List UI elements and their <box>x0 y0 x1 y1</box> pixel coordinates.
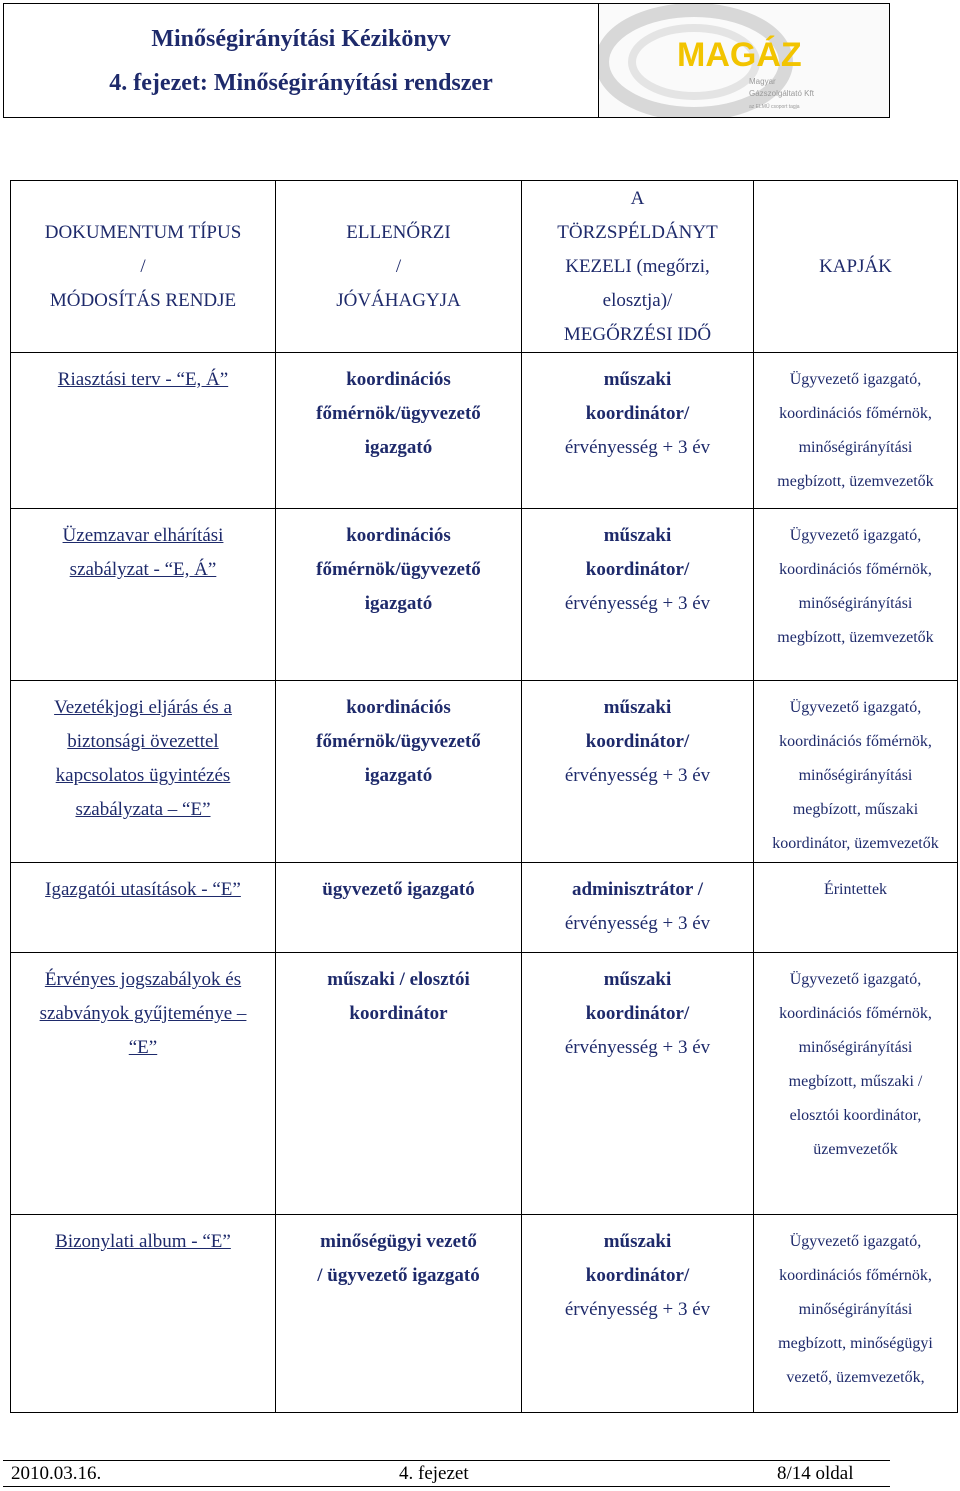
table-row <box>11 863 958 953</box>
receivers-cell: Ügyvezető igazgató, koordinációs főmérnök, minőségirányítási megbízott, műszaki / elosztói koordinátor, üzemvezetők <box>754 953 958 1215</box>
page-footer <box>3 1460 890 1487</box>
doc-type-cell: Üzemzavar elhárítási szabályzat - “E, Á” <box>11 509 276 681</box>
receivers-cell: Ügyvezető igazgató, koordinációs főmérnök, minőségirányítási megbízott, műszaki koordinátor, üzemvezetők <box>754 681 958 863</box>
logo-brand: MAGÁZ <box>677 36 802 74</box>
logo-line2: Gázszolgáltató Kft <box>749 89 814 98</box>
doc-type-cell: Bizonylati album - “E” <box>11 1215 276 1413</box>
doc-type-cell: Vezetékjogi eljárás és a biztonsági övezettel kapcsolatos ügyintézés szabályzata – “E” <box>11 681 276 863</box>
footer-chapter: 4. fejezet <box>399 1463 469 1484</box>
table-row <box>11 353 958 509</box>
receivers-cell: Ügyvezető igazgató, koordinációs főmérnök, minőségirányítási megbízott, minőségügyi vezető, üzemvezetők, <box>754 1215 958 1413</box>
keeper-cell: műszaki koordinátor/ érvényesség + 3 év <box>522 953 754 1215</box>
header-doc-type: DOKUMENTUM TÍPUS / MÓDOSÍTÁS RENDJE <box>11 181 276 353</box>
receivers-cell: Ügyvezető igazgató, koordinációs főmérnök, minőségirányítási megbízott, üzemvezetők <box>754 353 958 509</box>
check-cell: koordinációs főmérnök/ügyvezető igazgató <box>276 509 522 681</box>
logo-line1: Magyar <box>749 77 776 86</box>
doc-type-cell: Riasztási terv - “E, Á” <box>11 353 276 509</box>
keeper-cell: műszaki koordinátor/ érvényesség + 3 év <box>522 1215 754 1413</box>
header-titles <box>4 4 599 117</box>
keeper-cell: adminisztrátor / érvényesség + 3 év <box>522 863 754 953</box>
magaz-logo-graphic <box>599 4 889 117</box>
check-cell: műszaki / elosztói koordinátor <box>276 953 522 1215</box>
manual-title: Minőségirányítási Kézikönyv <box>151 25 451 52</box>
check-cell: ügyvezető igazgató <box>276 863 522 953</box>
company-logo <box>599 4 889 117</box>
table-row <box>11 509 958 681</box>
table-row <box>11 953 958 1215</box>
check-cell: minőségügyi vezető / ügyvezető igazgató <box>276 1215 522 1413</box>
document-table <box>10 180 958 1413</box>
header-receivers: KAPJÁK <box>754 181 958 353</box>
receivers-cell: Ügyvezető igazgató, koordinációs főmérnök, minőségirányítási megbízott, üzemvezetők <box>754 509 958 681</box>
doc-type-cell: Igazgatói utasítások - “E” <box>11 863 276 953</box>
page-header <box>3 3 890 118</box>
chapter-title: 4. fejezet: Minőségirányítási rendszer <box>109 69 493 96</box>
check-cell: koordinációs főmérnök/ügyvezető igazgató <box>276 353 522 509</box>
footer-page-number: 8/14 oldal <box>777 1463 854 1484</box>
logo-line3: az ELMŰ csoport tagja <box>749 104 800 110</box>
header-keeper: A TÖRZSPÉLDÁNYT KEZELI (megőrzi, elosztja)/ MEGŐRZÉSI IDŐ <box>522 181 754 353</box>
table-header-row <box>11 181 958 353</box>
receivers-cell: Érintettek <box>754 863 958 953</box>
table-row <box>11 1215 958 1413</box>
doc-type-cell: Érvényes jogszabályok és szabványok gyűjteménye – “E” <box>11 953 276 1215</box>
keeper-cell: műszaki koordinátor/ érvényesség + 3 év <box>522 681 754 863</box>
header-check: ELLENŐRZI / JÓVÁHAGYJA <box>276 181 522 353</box>
keeper-cell: műszaki koordinátor/ érvényesség + 3 év <box>522 353 754 509</box>
keeper-cell: műszaki koordinátor/ érvényesség + 3 év <box>522 509 754 681</box>
table-row <box>11 681 958 863</box>
footer-date: 2010.03.16. <box>11 1463 102 1484</box>
check-cell: koordinációs főmérnök/ügyvezető igazgató <box>276 681 522 863</box>
